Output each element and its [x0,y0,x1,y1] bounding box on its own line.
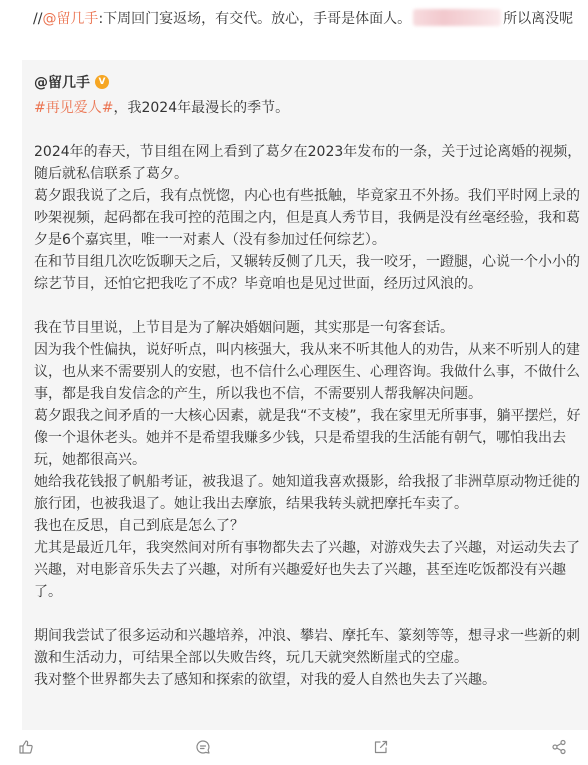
post-paragraph: 她给我花钱报了帆船考证，被我退了。她知道我喜欢摄影，给我报了非洲草原动物迁徙的旅行团，也被我退了。她让我出去摩旅，结果我转头就把摩托车卖了。 [34,474,580,512]
post-paragraph: 我在节目里说，上节目是为了解决婚姻问题，其实那是一句客套话。 [34,320,454,336]
action-bar [0,730,588,765]
post-paragraph: 因为我个性偏执，说好听点，叫内核强大，我从来不听其他人的劝告，从来不听别人的建议，也从来不需要别人的安慰，也不信什么心理医生、心理咨询。我做什么事，不做什么事，都是我自发信念的产生，所以我也不信，不需要别人帮我解决问题。 [34,342,580,402]
post-paragraph: 我对整个世界都失去了感知和探索的欲望，对我的爱人自然也失去了兴趣。 [34,672,496,688]
topic-hashtag-link[interactable]: #再见爱人# [34,100,114,116]
post-paragraph: 葛夕跟我说了之后，我有点恍惚，内心也有些抵触，毕竟家丑不外扬。我们平时网上录的吵架视频，起码都在我可控的范围之内，但是真人秀节目，我俩是没有丝毫经验，我和葛夕是6个嘉宾里，唯一一对素人（没有参加过任何综艺）。 [34,188,580,248]
repost-mention-link[interactable]: @留几手 [42,11,99,27]
post-paragraph: 葛夕跟我之间矛盾的一大核心因素，就是我“不支棱”，我在家里无所事事，躺平摆烂，好像一个退休老头。她并不是希望我赚多少钱，只是希望我的生活能有朝气，哪怕我出去玩，她都很高兴。 [34,408,581,468]
share-button[interactable] [551,739,567,755]
repost-text [33,8,578,30]
paragraph-gap [34,119,582,141]
quoted-author-line [34,72,109,92]
repost-icon [373,739,389,755]
verified-badge-icon: V [95,75,109,89]
repost-tail: 所以离没呢 [503,11,574,27]
quoted-post-body [34,97,582,691]
post-paragraph: 尤其是最近几年，我突然间对所有事物都失去了兴趣，对游戏失去了兴趣，对运动失去了兴趣，对电影音乐失去了兴趣，对所有兴趣爱好也失去了兴趣，甚至连吃饭都没有兴趣了。 [34,540,580,600]
post-paragraph: 在和节目组几次吃饭聊天之后，又辗转反侧了几天，我一咬牙，一蹬腿，心说一个小小的综艺节目，还怕它把我吃了不成？毕竟咱也是见过世面，经历过风浪的。 [34,254,580,292]
paragraph-gap [34,295,582,317]
share-icon [551,739,567,755]
post-paragraph: 我也在反思，自己到底是怎么了？ [34,518,244,534]
like-button[interactable] [18,739,34,755]
repost-content: :下周回门宴返场，有交代。放心，手哥是体面人。 [98,11,412,27]
quoted-first-line-text: ，我2024年最漫长的季节。 [113,100,290,116]
redacted-blur [413,9,501,26]
comment-icon [195,739,211,755]
quoted-author-name[interactable]: @留几手 [34,75,90,91]
post-paragraph: 2024年的春天，节目组在网上看到了葛夕在2023年发布的一条，关于过论离婚的视频，随后就私信联系了葛夕。 [34,144,582,182]
paragraph-gap [34,603,582,625]
thumbs-up-icon [18,739,34,755]
comment-button[interactable] [195,739,211,755]
repost-prefix: // [33,11,43,27]
post-paragraph: 期间我尝试了很多运动和兴趣培养，冲浪、攀岩、摩托车、篆刻等等，想寻求一些新的刺激和生活动力，可结果全部以失败告终，玩几天就突然断崖式的空虚。 [34,628,580,666]
quoted-first-line [34,97,582,119]
repost-button[interactable] [373,739,389,755]
quoted-post-card[interactable] [22,60,588,730]
